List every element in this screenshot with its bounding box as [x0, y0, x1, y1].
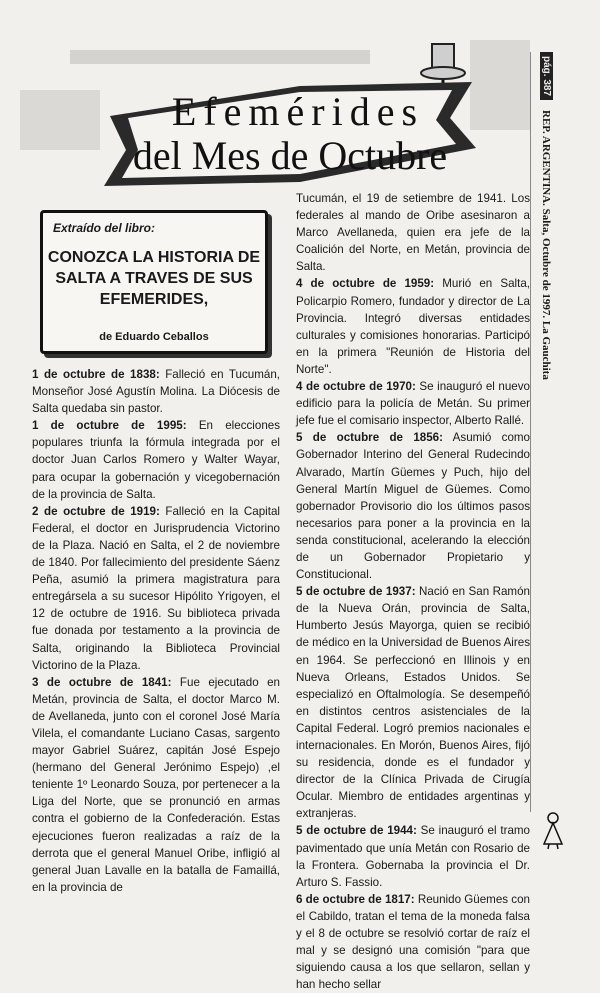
right-column — [296, 190, 530, 993]
publication-line: REP. ARGENTINA. Salta, Octubre de 1997. La Gauchita — [540, 110, 552, 380]
entry — [32, 674, 280, 896]
entry — [296, 891, 530, 993]
entry-text: Falleció en la Capital Federal, el doctor en Jurisprudencia Victorino de la Plaza. Nació en Salta, el 2 de noviembre de 1840. Por fallecimiento del presidente Sáenz Peña, asumió la primera magistratura para entregársela a su sucesor Hipólito Yrigoyen, el 12 de octubre de 1916. Su biblioteca privada fue donada por testamento a la provincia de Salta, originando la Biblioteca Provincial Victorino de la Plaza. — [32, 504, 280, 672]
entry-text: Falleció en Tucumán, Monseñor José Agustín Molina. La Diócesis de Salta quedaba sin pastor. — [32, 368, 281, 416]
entry — [296, 378, 530, 429]
entry — [32, 417, 280, 502]
entry-text: Tucumán, el 19 de setiembre de 1941. Los federales al mando de Oribe asesinaron a Marco Avellaneda, quien era jefe de la Coalición del Norte, en Metán, provincia de Salta. — [296, 192, 530, 274]
entry-text: Nació en San Ramón de la Nueva Orán, provincia de Salta, Humberto Jesús Mayorga, quien se recibió de médico en la Universidad de Buenos Aires en 1964. Se perfeccionó en Illinois y en Nueva Orleans, Estados Unidos. Se especializó en Oftalmología. Se desempeñó en distintos centros asistenciales de la Capital Federal. Logró premios nacionales e internacionales. En Morón, Buenos Aires, fijó su residencia, donde es el fundador y director de la Clínica Privada de Cirugía Ocular. Miembro de entidades argentinas y extranjeras. — [296, 585, 530, 821]
entry-date: 1 de octubre de 1995: — [32, 419, 187, 433]
banner-title-line2: del Mes de Octubre — [132, 133, 448, 178]
entry — [296, 822, 530, 890]
page-number: pág. 387 — [540, 52, 553, 100]
entry — [32, 503, 280, 674]
entry-text: Reunido Güemes con el Cabildo, tratan el tema de la moneda falsa y el 8 de octubre se resolvió cortar de raíz el mal y se designó una comisión "para que siguiendo causa a los que sellaron, sellan y han hecho sellar — [296, 892, 530, 992]
entry-text: Se inauguró el nuevo edificio para la policía de Metán. Su primer jefe fue el comisario inspector, Alberto Rallé. — [296, 380, 530, 428]
left-column — [32, 366, 280, 896]
gauchita-mascot-icon — [538, 810, 568, 850]
entry-text: Se inauguró el tramo pavimentado que unía Metán con Rosario de la Frontera. Gobernaba la provincia el Dr. Arturo S. Fassio. — [296, 824, 530, 889]
entry-date: 5 de octubre de 1937: — [296, 585, 416, 599]
book-title: CONOZCA LA HISTORIA DE SALTA A TRAVES DE SUS EFEMERIDES, — [47, 249, 261, 308]
source-box — [40, 210, 268, 354]
entry-date: 3 de octubre de 1841: — [32, 675, 172, 689]
entry — [32, 366, 280, 417]
title-banner — [100, 78, 480, 188]
source-label: Extraído del libro: — [53, 221, 156, 235]
entry — [296, 190, 530, 275]
entry-date: 2 de octubre de 1919: — [32, 504, 160, 518]
entry-text: Murió en Salta, Policarpio Romero, fundador y director de La Provincia. Integró diversas entidades culturales y comisiones honorarias. Participó en la primera "Reunión de Historia del Norte". — [296, 277, 530, 376]
entry-date: 1 de octubre de 1838: — [32, 368, 160, 381]
entry-text: Asumió como Gobernador Interino del General Rudecindo Alvarado, Martín Güemes y Puch, hijo del General Martín Miguel de Güemes. Como gobernador Provisorio dio los últimos pasos necesarios para poner a la provincia en la senda constitucional, acelerando la elección de un Gobernador Propietario y Constitucional. — [296, 431, 531, 582]
entry — [296, 429, 530, 583]
entry-date: 6 de octubre de 1817: — [296, 892, 415, 906]
book-author: de Eduardo Ceballos — [99, 331, 209, 343]
entry — [296, 583, 530, 822]
entry-text: Fue ejecutado en Metán, provincia de Salta, el doctor Marco M. de Avellaneda, junto con el coronel José María Vilela, el comandante Luciano Casas, sargento mayor Gabriel Suárez, capitán José Espejo (hermano del General Jerónimo Espejo) ,el teniente 1º Leonardo Souza, por pertenecer a la Liga del Norte, que se pronunció en armas contra el gobierno de la Confederación. Estas ejecuciones fueron realizadas a raíz de la derrota que el general Manuel Oribe, infligió al general Juan Lavalle en la batalla de Famaillá, en la provincia de — [32, 675, 280, 894]
entry-date: 5 de octubre de 1856: — [296, 431, 443, 445]
entry — [296, 275, 530, 378]
entry-date: 4 de octubre de 1970: — [296, 380, 416, 394]
banner-title-line1: Efemérides — [171, 89, 425, 134]
entry-date: 4 de octubre de 1959: — [296, 277, 435, 291]
entry-date: 5 de octubre de 1944: — [296, 824, 417, 838]
entry-text: En elecciones populares triunfa la fórmula integrada por el doctor Juan Carlos Romero y Walter Wayar, para ocupar la gobernación y vicegobernación de la provincia de Salta. — [32, 419, 281, 501]
